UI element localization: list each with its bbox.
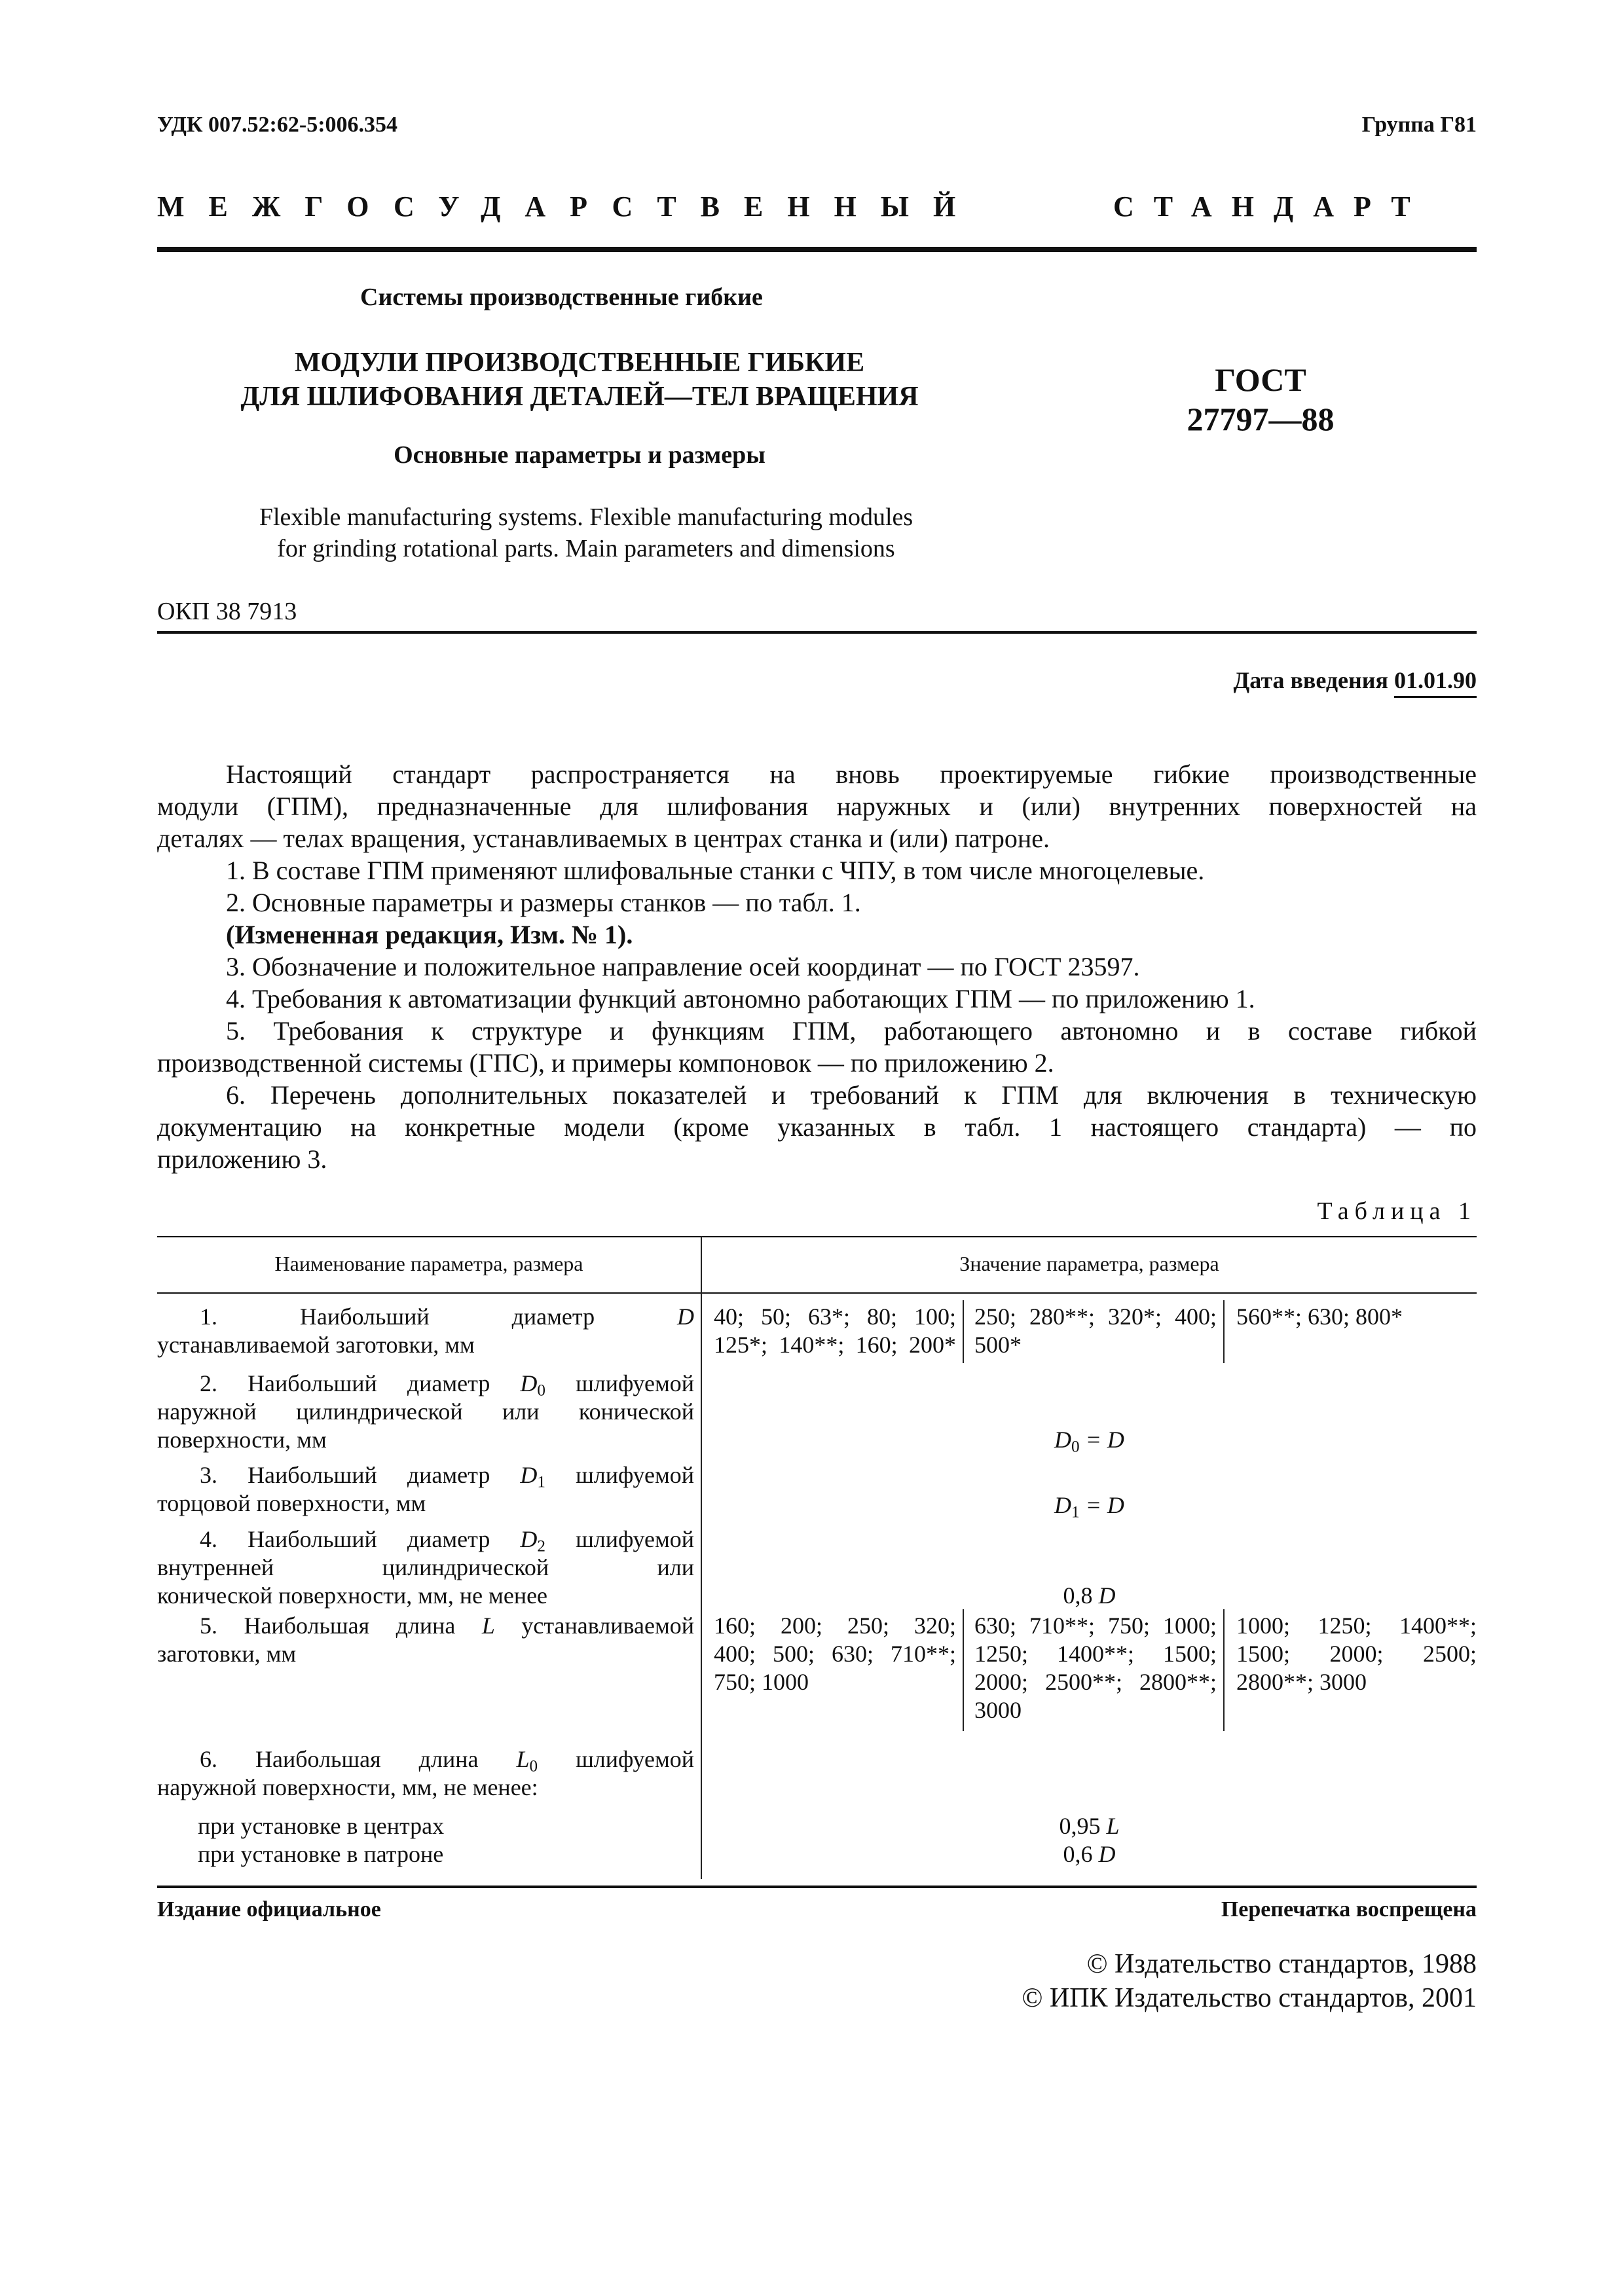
- row6-sub2-symbol: D: [1098, 1841, 1116, 1867]
- row6-name-subscript: 0: [529, 1757, 538, 1776]
- row5-v1-line2: 400; 500; 630; 710**;: [714, 1641, 956, 1667]
- gost-label: ГОСТ: [1215, 361, 1306, 398]
- table-header-value: Значение параметра, размера: [959, 1252, 1219, 1275]
- main-title-line1: МОДУЛИ ПРОИЗВОДСТВЕННЫЕ ГИБКИЕ: [294, 348, 865, 378]
- item-5-line2: производственной системы (ГПС), и примеры компоновок — по приложению 2.: [157, 1048, 1054, 1078]
- row1-divider-b: [1223, 1300, 1225, 1363]
- official-edition: Издание официальное: [157, 1897, 381, 1922]
- row2-value-subscript: 0: [1071, 1438, 1080, 1456]
- row2-name-line2: наружной цилиндрической или конической: [157, 1398, 694, 1425]
- row1-v1-line2: 125*; 140**; 160; 200*: [714, 1332, 956, 1358]
- row5-v1-line1: 160; 200; 250; 320;: [714, 1613, 956, 1639]
- item-5-line1: 5. Требования к структуре и функциям ГПМ, работающего автономно и в составе гибкой: [226, 1016, 1477, 1046]
- row4-name-symbol: D: [520, 1526, 538, 1552]
- row5-divider-b: [1223, 1609, 1225, 1731]
- table-column-divider: [701, 1236, 702, 1879]
- item-6-line2: документацию на конкретные модели (кроме указанных в табл. 1 настоящего стандарта) — по: [157, 1112, 1477, 1142]
- row6-sub1-label: при установке в центрах: [198, 1813, 445, 1839]
- row5-name-symbol: L: [481, 1613, 495, 1639]
- row6-sub1-value: [702, 1812, 1477, 1840]
- row3-value-symbol: D: [1054, 1492, 1072, 1518]
- row3-value-rest: = D: [1079, 1492, 1124, 1518]
- table-header-rule: [157, 1292, 1477, 1294]
- intro-line3: деталях — телах вращения, устанавливаемых в центрах станка и (или) патроне.: [157, 824, 1050, 853]
- row2-name-line1: [157, 1370, 694, 1398]
- main-title: [216, 346, 943, 414]
- row6-name-symbol: L: [516, 1746, 530, 1772]
- item-6-line3: приложению 3.: [157, 1144, 327, 1174]
- footer-rule: [157, 1886, 1477, 1888]
- row4-name-word-b: цилиндрической: [382, 1554, 549, 1580]
- row3-name-subscript: 1: [537, 1473, 545, 1491]
- item-4: 4. Требования к автоматизации функций автономно работающих ГПМ — по приложению 1.: [226, 984, 1255, 1013]
- row6-sub1-symbol: L: [1106, 1813, 1120, 1839]
- row2-name-part-b: шлифуемой: [576, 1370, 694, 1396]
- item-2: 2. Основные параметры и размеры станков — по табл. 1.: [226, 888, 861, 917]
- standard-type-left-text: МЕЖГОСУДАРСТВЕННЫЙ: [157, 191, 980, 223]
- item-1: 1. В составе ГПМ применяют шлифовальные станки с ЧПУ, в том числе многоцелевые.: [226, 856, 1205, 885]
- reprint-notice: Перепечатка воспрещена: [1221, 1897, 1477, 1922]
- row4-name-part-a: 4. Наибольший диаметр: [200, 1526, 490, 1552]
- row6-sub-labels: [198, 1812, 695, 1868]
- gost-designation: [1172, 360, 1349, 439]
- row1-value-col3: [1236, 1303, 1477, 1331]
- intro-date-label: Дата введения: [1233, 667, 1388, 693]
- row5-name-line2: заготовки, мм: [157, 1641, 297, 1667]
- main-title-line2: ДЛЯ ШЛИФОВАНИЯ ДЕТАЛЕЙ—ТЕЛ ВРАЩЕНИЯ: [240, 382, 919, 412]
- row2-name-symbol: D: [520, 1370, 538, 1396]
- row5-value-col3: [1236, 1612, 1477, 1696]
- table-row: [157, 1612, 694, 1668]
- row4-name-word-c: или: [657, 1554, 695, 1580]
- row1-value-col1: [714, 1303, 956, 1359]
- row5-value-col2: [974, 1612, 1217, 1724]
- intro-date-value: 01.01.90: [1394, 667, 1477, 698]
- row3-name-part-a: 3. Наибольший диаметр: [200, 1462, 490, 1488]
- body-text: [157, 758, 1477, 1175]
- row5-v2-line4: 3000: [974, 1697, 1022, 1723]
- group-code: Группа Г81: [1361, 113, 1477, 137]
- row1-v1-line1: 40; 50; 63*; 80; 100;: [714, 1303, 956, 1330]
- row4-name-line2: [157, 1554, 694, 1582]
- row5-name-part-b: устанавливаемой: [521, 1613, 695, 1639]
- intro-line2: модули (ГПМ), предназначенные для шлифования наружных и (или) внутренних поверхностей на: [157, 792, 1477, 821]
- row3-name-part-b: шлифуемой: [576, 1462, 694, 1488]
- row6-name-line1: [157, 1745, 694, 1774]
- row6-name-line2: наружной поверхности, мм, не менее:: [157, 1774, 538, 1800]
- row4-name-part-b: шлифуемой: [576, 1526, 694, 1552]
- row3-value-subscript: 1: [1071, 1503, 1080, 1522]
- row1-name-line1: [157, 1303, 694, 1331]
- intro-date: [1234, 666, 1477, 694]
- row6-sub2-number: 0,6: [1063, 1841, 1093, 1867]
- row2-name-line3: поверхности, мм: [157, 1427, 327, 1453]
- row4-value: [702, 1582, 1477, 1610]
- row3-name-symbol: D: [520, 1462, 538, 1488]
- row1-name-part-a: 1. Наибольший: [200, 1303, 430, 1330]
- row4-name-line1: [157, 1525, 694, 1554]
- row5-name-line1: [157, 1612, 694, 1640]
- row2-value: [702, 1426, 1477, 1454]
- row5-v3-line3: 2800**; 3000: [1236, 1669, 1367, 1695]
- row1-v2-line2: 500*: [974, 1332, 1022, 1358]
- english-title-line2: for grinding rotational parts. Main parameters and dimensions: [277, 535, 895, 562]
- row5-v2-line1: 630; 710**; 750; 1000;: [974, 1613, 1217, 1639]
- header-rule: [157, 247, 1477, 252]
- item-3: 3. Обозначение и положительное направление осей координат — по ГОСТ 23597.: [226, 952, 1140, 981]
- row4-value-number: 0,8: [1063, 1582, 1093, 1609]
- row2-value-symbol: D: [1054, 1427, 1072, 1453]
- table-row: [157, 1745, 694, 1802]
- row4-name-word-a: внутренней: [157, 1554, 274, 1580]
- row6-name-part-a: 6. Наибольшая длина: [200, 1746, 479, 1772]
- row4-value-symbol: D: [1098, 1582, 1116, 1609]
- row5-value-col1: [714, 1612, 956, 1696]
- standard-type-right: [1113, 190, 1480, 223]
- standard-type-right-text: СТАНДАРТ: [1113, 191, 1430, 223]
- row5-divider-a: [963, 1609, 964, 1731]
- row5-v3-line2: 1500; 2000; 2500;: [1236, 1641, 1477, 1667]
- subtitle: Основные параметры и размеры: [394, 441, 765, 469]
- item-6-line1: 6. Перечень дополнительных показателей и требований к ГПМ для включения в техническую: [226, 1080, 1477, 1110]
- row4-name-line3: конической поверхности, мм, не менее: [157, 1582, 548, 1609]
- table-row: [157, 1525, 694, 1610]
- row4-name-subscript: 2: [537, 1537, 545, 1556]
- okp-rule: [157, 631, 1477, 634]
- row1-divider-a: [963, 1300, 964, 1363]
- row5-v1-line3: 750; 1000: [714, 1669, 809, 1695]
- row1-value-col2: [974, 1303, 1217, 1359]
- row6-name-part-b: шлифуемой: [576, 1746, 695, 1772]
- copyright-1988: © Издательство стандартов, 1988: [1086, 1949, 1477, 1979]
- row6-sub2-label: при установке в патроне: [198, 1841, 444, 1867]
- row2-name-subscript: 0: [537, 1381, 545, 1400]
- row5-v2-line2: 1250; 1400**; 1500;: [974, 1641, 1217, 1667]
- udk-code: УДК 007.52:62-5:006.354: [157, 113, 398, 137]
- row6-sub1-number: 0,95: [1059, 1813, 1101, 1839]
- table-row: [157, 1461, 694, 1518]
- table-row: [157, 1303, 694, 1359]
- amendment-note: (Измененная редакция, Изм. № 1).: [226, 920, 633, 949]
- row6-values: [702, 1812, 1477, 1868]
- table-top-rule: [157, 1236, 1477, 1237]
- row1-name-line2: устанавливаемой заготовки, мм: [157, 1332, 475, 1358]
- system-title: Системы производственные гибкие: [360, 283, 763, 311]
- standard-type-left: [157, 190, 1041, 223]
- row5-v3-line1: 1000; 1250; 1400**;: [1236, 1613, 1477, 1639]
- okp-code: ОКП 38 7913: [157, 598, 297, 625]
- row2-value-rest: = D: [1079, 1427, 1124, 1453]
- english-title-line1: Flexible manufacturing systems. Flexible manufacturing modules: [259, 503, 913, 531]
- row2-name-part-a: 2. Наибольший диаметр: [200, 1370, 490, 1396]
- row1-v3-line1: 560**; 630; 800*: [1236, 1303, 1403, 1330]
- gost-number: 27797—88: [1187, 401, 1335, 437]
- table-header-param: Наименование параметра, размера: [274, 1252, 583, 1275]
- row1-name-part-b: диаметр: [511, 1303, 595, 1330]
- row1-name-symbol: D: [677, 1303, 695, 1330]
- table-row: [157, 1370, 694, 1454]
- row3-value: [702, 1491, 1477, 1520]
- row3-name-line1: [157, 1461, 694, 1489]
- copyright-block: [1022, 1947, 1477, 2015]
- row5-v2-line3: 2000; 2500**; 2800**;: [974, 1669, 1217, 1695]
- row5-name-part-a: 5. Наибольшая длина: [200, 1613, 456, 1639]
- row6-sub2-value: [702, 1840, 1477, 1868]
- copyright-2001: © ИПК Издательство стандартов, 2001: [1022, 1983, 1477, 2013]
- intro-line1: Настоящий стандарт распространяется на вновь проектируемые гибкие производственные: [226, 759, 1477, 789]
- english-title: [196, 501, 976, 564]
- row3-name-line2: торцовой поверхности, мм: [157, 1490, 426, 1516]
- table-caption: Таблица 1: [1317, 1197, 1477, 1225]
- row1-v2-line1: 250; 280**; 320*; 400;: [974, 1303, 1217, 1330]
